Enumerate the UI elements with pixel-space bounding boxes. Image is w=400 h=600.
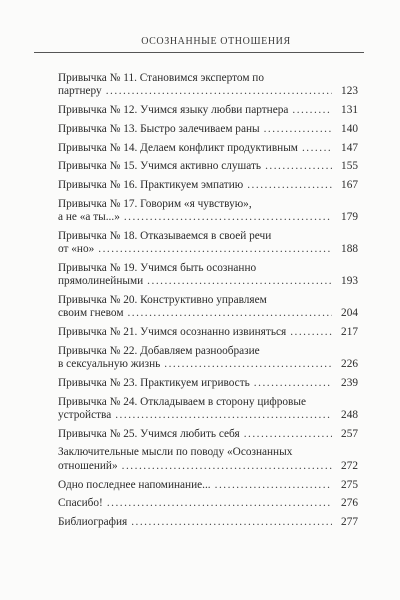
toc-entry: [58, 123, 358, 136]
toc-entry-title-line: Одно последнее напоминание...: [58, 478, 211, 491]
toc-entry: [58, 479, 358, 492]
toc-page-number: 188: [341, 243, 358, 256]
toc-entry-last-line: [58, 211, 358, 224]
dot-leader: [164, 358, 332, 371]
dot-leader: [107, 497, 332, 510]
toc-entry-title-line: Заключительные мысли по поводу «Осознанных: [58, 446, 293, 459]
toc-entry-title-line: от «но»: [58, 243, 95, 256]
toc-entry-title-line: Спасибо!: [58, 497, 103, 510]
toc-entry: [58, 142, 358, 155]
toc-entry: [58, 497, 358, 510]
toc-entry-title-line: Привычка № 21. Учимся осознанно извиняться: [58, 326, 287, 339]
toc-page-number: 248: [341, 408, 358, 421]
toc-entry-title-line: Привычка № 18. Отказываемся в своей речи: [58, 229, 272, 242]
table-of-contents: [58, 72, 358, 535]
toc-entry-last-line: [58, 497, 358, 510]
toc-entry-last-line: [58, 409, 358, 422]
dot-leader: [131, 516, 332, 529]
dot-leader: [254, 377, 332, 390]
toc-entry-title-line: Привычка № 22. Добавляем разнообразие: [58, 344, 260, 357]
dot-leader: [264, 123, 332, 136]
toc-page-number: 147: [341, 141, 358, 154]
toc-page-number: 239: [341, 376, 358, 389]
toc-entry-last-line: [58, 307, 358, 320]
toc-page-number: 167: [341, 178, 358, 191]
toc-entry-title-line: прямолинейными: [58, 275, 144, 288]
toc-entry-title-line: Привычка № 23. Практикуем игривость: [58, 376, 250, 389]
toc-entry-last-line: [58, 275, 358, 288]
toc-entry-title-line: своим гневом: [58, 307, 124, 320]
toc-entry: [58, 428, 358, 441]
toc-entry-title-line: Привычка № 11. Становимся экспертом по: [58, 72, 264, 84]
toc-entry-title-line: в сексуальную жизнь: [58, 358, 161, 371]
dot-leader: [265, 160, 332, 173]
toc-entry: [58, 396, 358, 423]
toc-entry-last-line: [58, 358, 358, 371]
header-rule: [34, 52, 364, 53]
toc-entry-last-line: [58, 460, 358, 473]
toc-entry: [58, 446, 358, 473]
toc-entry: [58, 294, 358, 321]
dot-leader: [244, 428, 332, 441]
toc-page-number: 193: [341, 275, 358, 288]
dot-leader: [127, 307, 332, 320]
toc-entry-title-line: Привычка № 15. Учимся активно слушать: [58, 160, 262, 173]
toc-entry-title-line: партнеру: [58, 85, 102, 98]
toc-entry-title-line: Привычка № 17. Говорим «я чувствую»,: [58, 197, 252, 210]
dot-leader: [215, 479, 332, 492]
toc-entry: [58, 262, 358, 289]
dot-leader: [124, 211, 332, 224]
toc-entry-title-line: Привычка № 12. Учимся языку любви партнера: [58, 104, 289, 117]
toc-page-number: 277: [341, 515, 358, 528]
toc-page-number: 257: [341, 427, 358, 440]
toc-entry-title-line: Привычка № 20. Конструктивно управляем: [58, 293, 267, 306]
dot-leader: [98, 243, 332, 256]
toc-page-number: 179: [341, 211, 358, 224]
dot-leader: [292, 104, 332, 117]
toc-entry-title-line: отношений»: [58, 459, 118, 472]
toc-entry: [58, 345, 358, 372]
dot-leader: [302, 142, 332, 155]
toc-entry: [58, 230, 358, 257]
running-header: ОСОЗНАННЫЕ ОТНОШЕНИЯ: [141, 36, 291, 47]
dot-leader: [290, 326, 332, 339]
toc-entry: [58, 516, 358, 529]
toc-entry-last-line: [58, 516, 358, 529]
toc-page-number: 276: [341, 497, 358, 510]
toc-page-number: 275: [341, 478, 358, 491]
toc-entry-title-line: устройства: [58, 408, 112, 421]
toc-entry-title-line: Привычка № 16. Практикуем эмпатию: [58, 178, 244, 191]
toc-entry-title-line: Привычка № 13. Быстро залечиваем раны: [58, 122, 260, 135]
toc-entry: [58, 179, 358, 192]
toc-entry-last-line: [58, 123, 358, 136]
toc-entry-last-line: [58, 104, 358, 117]
toc-entry-last-line: [58, 142, 358, 155]
toc-entry: [58, 72, 358, 99]
dot-leader: [115, 409, 332, 422]
toc-entry-last-line: [58, 479, 358, 492]
toc-entry-last-line: [58, 243, 358, 256]
toc-entry-title-line: а не «а ты...»: [58, 211, 120, 224]
toc-entry: [58, 377, 358, 390]
toc-page-number: 204: [341, 307, 358, 320]
toc-entry-title-line: Привычка № 25. Учимся любить себя: [58, 427, 240, 440]
toc-entry: [58, 104, 358, 117]
toc-page-number: 140: [341, 122, 358, 135]
toc-entry-last-line: [58, 377, 358, 390]
toc-page-number: 217: [341, 326, 358, 339]
toc-entry-last-line: [58, 428, 358, 441]
toc-entry-last-line: [58, 179, 358, 192]
toc-entry: [58, 198, 358, 225]
toc-entry-last-line: [58, 326, 358, 339]
toc-page-number: 226: [341, 358, 358, 371]
toc-entry-title-line: Привычка № 19. Учимся быть осознанно: [58, 261, 257, 274]
toc-entry-title-line: Библиография: [58, 515, 128, 528]
toc-entry: [58, 326, 358, 339]
toc-page-number: 131: [341, 104, 358, 117]
toc-entry: [58, 160, 358, 173]
toc-entry-title-line: Привычка № 24. Откладываем в сторону цифровые: [58, 395, 306, 408]
dot-leader: [122, 460, 332, 473]
toc-entry-last-line: [58, 85, 358, 98]
toc-page-number: 123: [341, 85, 358, 98]
toc-page-number: 272: [341, 459, 358, 472]
dot-leader: [247, 179, 332, 192]
toc-page-number: 155: [341, 160, 358, 173]
dot-leader: [106, 85, 332, 98]
toc-entry-title-line: Привычка № 14. Делаем конфликт продуктивным: [58, 141, 298, 154]
dot-leader: [147, 275, 332, 288]
toc-entry-last-line: [58, 160, 358, 173]
